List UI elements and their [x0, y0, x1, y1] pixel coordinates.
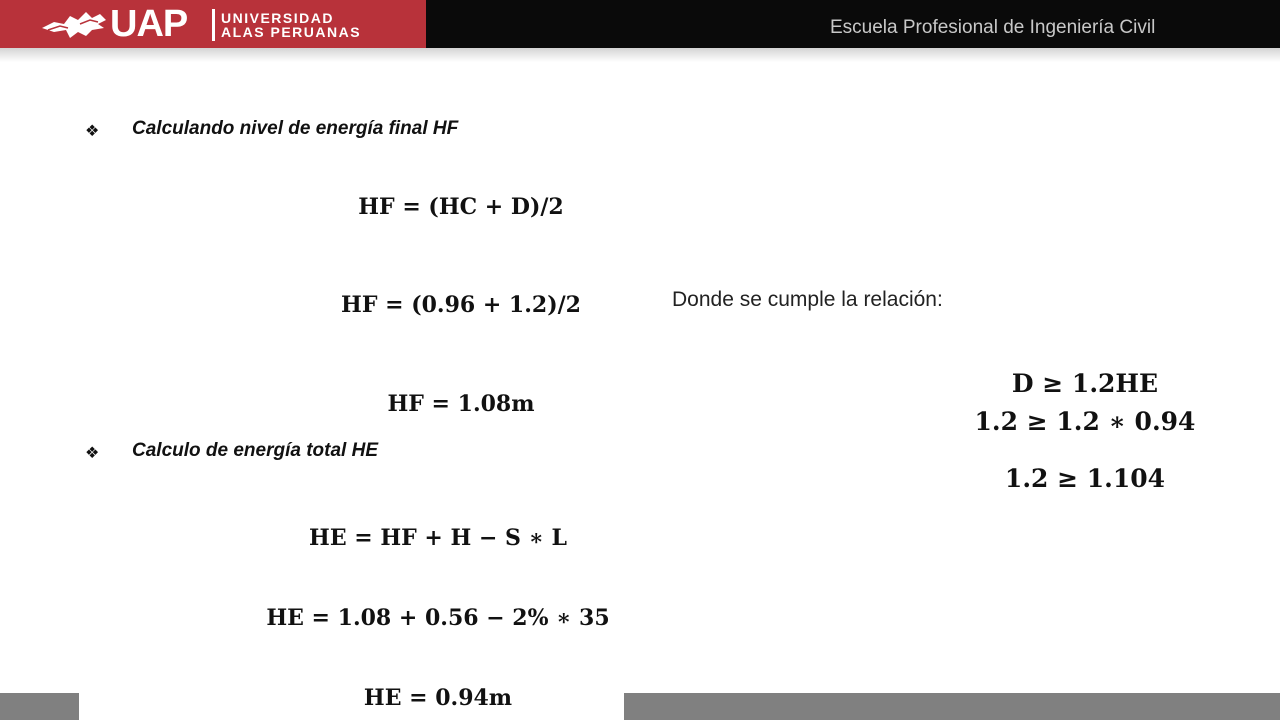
relation-substitution: 1.2 ≥ 1.2 ∗ 0.94: [974, 407, 1196, 436]
relation-result: 1.2 ≥ 1.104: [1004, 464, 1166, 493]
logo-name-line1: UNIVERSIDAD: [221, 10, 334, 26]
equation-hf-substitution: HF = (0.96 + 1.2)/2: [341, 292, 581, 318]
university-logo: [0, 0, 426, 48]
footer-bar-left: [0, 693, 79, 720]
footer-bar-right: [624, 693, 1280, 720]
equation-he-result: HE = 0.94m: [363, 685, 513, 711]
equation-he-formula: HE = HF + H − S ∗ L: [309, 525, 567, 551]
logo-university-name: [221, 11, 361, 39]
bullet-icon: ❖: [85, 445, 100, 462]
header-subtitle: Escuela Profesional de Ingeniería Civil: [830, 17, 1156, 38]
slide-header: [0, 0, 1280, 48]
relation-intro: Donde se cumple la relación:: [672, 288, 943, 311]
section2-title: Calculo de energía total HE: [132, 440, 378, 461]
section1-title: Calculando nivel de energía final HF: [132, 118, 459, 139]
header-shadow: [0, 48, 1280, 62]
logo-name-line2: ALAS PERUANAS: [221, 24, 362, 40]
relation-inequality: D ≥ 1.2HE: [1011, 369, 1159, 398]
eagle-emblem-icon: [40, 6, 110, 42]
equation-hf-formula: HF = (HC + D)/2: [358, 194, 564, 220]
equation-hf-result: HF = 1.08m: [387, 391, 535, 417]
logo-abbreviation: UAP: [110, 3, 188, 45]
bullet-icon: ❖: [85, 123, 100, 140]
logo-divider: [212, 9, 215, 41]
equation-he-substitution: HE = 1.08 + 0.56 − 2% ∗ 35: [266, 605, 610, 631]
